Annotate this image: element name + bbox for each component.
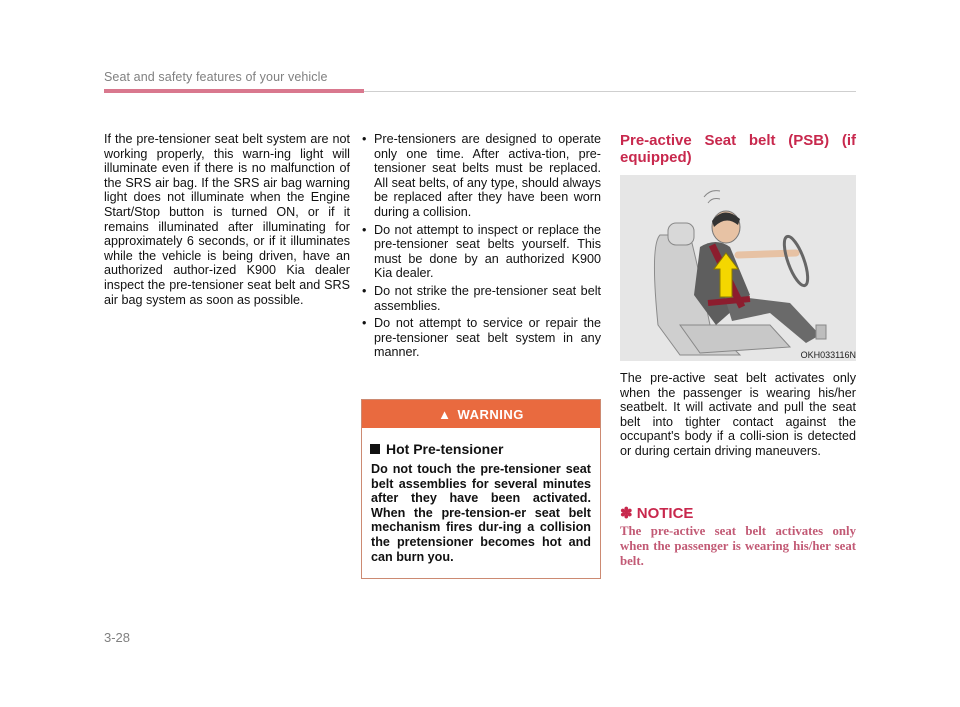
warning-subtitle-text: Hot Pre-tensioner (386, 441, 504, 457)
page-number: 3-28 (104, 630, 131, 645)
page-header-title: Seat and safety features of your vehicle (104, 70, 328, 84)
warning-label: WARNING (457, 406, 524, 422)
psb-description (620, 371, 856, 459)
list-item: • Do not attempt to service or repair the pre-tensioner seat belt system in any manner. (360, 316, 601, 360)
warning-body-text: Do not touch the pre-tensioner seat belt assemblies for several minutes after they have been activated. When the pre-tension-er seat belt mechanism fires dur-ing a collision the pretensioner becomes hot and can burn you. (371, 462, 591, 564)
square-bullet-icon (370, 444, 380, 454)
pretensioner-warning-light-paragraph: If the pre-tensioner seat belt system are not working properly, this warn-ing light will illuminate even if there is no malfunction of the SRS air bag. If the SRS air bag warning light does not illuminate when the Engine Start/Stop button is turned ON, or if it remains illuminated after illuminating for approximately 6 seconds, or if it illuminates while the vehicle is being driven, have an authorized author-ized K900 Kia dealer inspect the pre-tensioner seat belt and SRS air bag system as soon as possible. (104, 132, 350, 307)
section-title: Pre-active Seat belt (PSB) (if equipped) (620, 132, 856, 166)
warning-subtitle (370, 441, 600, 457)
driver-seat-illustration (620, 175, 856, 361)
warning-triangle-icon: ▲ (438, 406, 452, 422)
column-1 (104, 132, 350, 307)
list-item: • Do not attempt to inspect or replace the pre-tensioner seat belts yourself. This must be done by an authorized K900 Kia dealer. (360, 223, 601, 281)
header-divider-rule (364, 91, 856, 92)
pretensioner-bullet-list (360, 132, 601, 360)
warning-box (361, 399, 601, 579)
column-2 (360, 132, 601, 363)
notice-text: The pre-active seat belt activates only when the passenger is wearing his/her seat belt. (620, 524, 856, 568)
list-item: • Pre-tensioners are designed to operate only one time. After activa-tion, pre-tensioner seat belts must be replaced. All seat belts, of any type, should always be replaced after they have been worn during a collision. (360, 132, 601, 220)
figure-code: OKH033116N (800, 350, 856, 360)
seat-belt-illustration (620, 175, 856, 361)
list-item: • Do not strike the pre-tensioner seat belt assemblies. (360, 284, 601, 313)
notice-heading: ✽ NOTICE (620, 505, 694, 522)
warning-banner (362, 400, 600, 428)
column-3 (620, 132, 856, 166)
header-accent-rule (104, 89, 364, 93)
psb-paragraph: The pre-active seat belt activates only when the passenger is wearing his/her seatbelt. It will activate and pull the seat belt into tighter contact against the occupant's body if a colli-sion is detected or during certain driving maneuvers. (620, 371, 856, 458)
